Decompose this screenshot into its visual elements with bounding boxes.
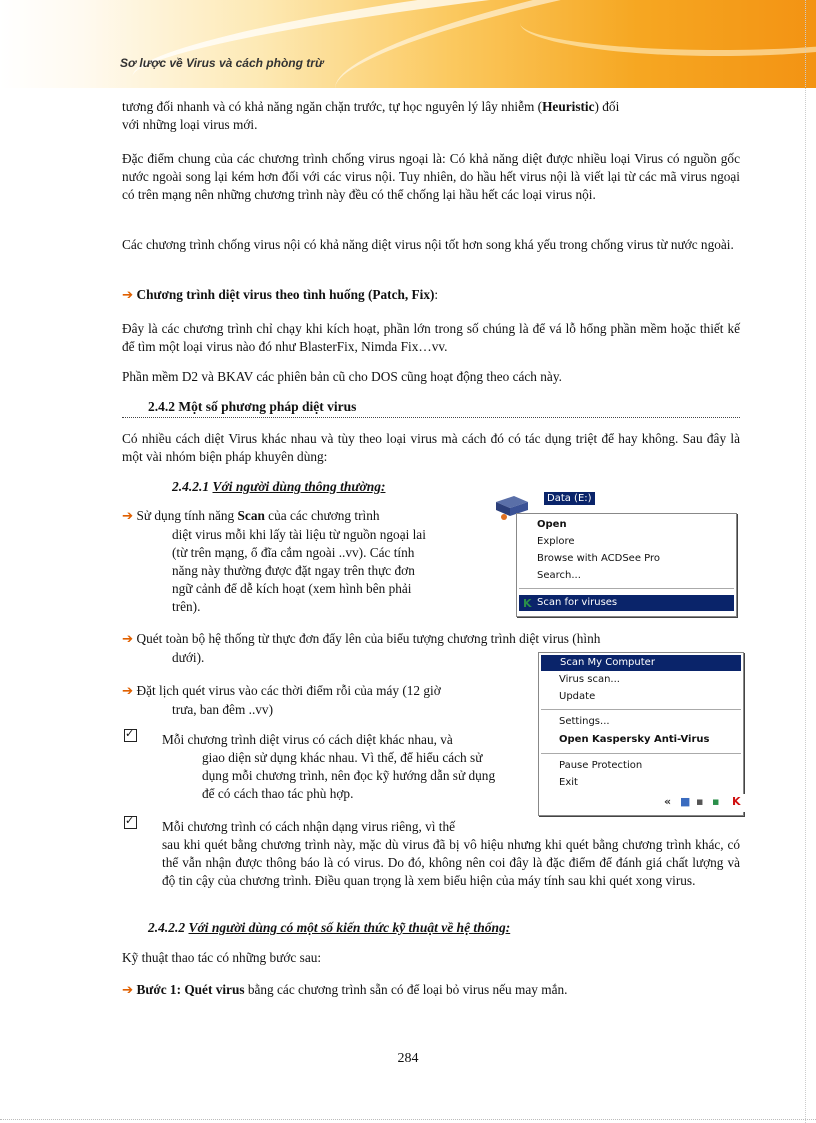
paragraph-d2-bkav: Phần mềm D2 và BKAV các phiên bản cũ cho DOS cũng hoạt động theo cách này. xyxy=(122,369,562,384)
arrow-bullet-icon: ➔ xyxy=(122,684,134,699)
tray-app-icon[interactable]: ▪ xyxy=(712,795,720,808)
note-detection-differs-l1: Mỗi chương trình có cách nhận dạng virus riêng, vì thế xyxy=(162,819,456,834)
bullet-full-scan: ➔ Quét toàn bộ hệ thống từ thực đơn đẩy lên của biểu tượng chương trình diệt virus (hình dưới). xyxy=(122,631,601,665)
menu-item-virus-scan[interactable]: Virus scan... xyxy=(559,674,620,685)
header-banner xyxy=(0,0,816,88)
monitor-icon[interactable]: ▪ xyxy=(696,795,704,808)
menu-item-open-kaspersky[interactable]: Open Kaspersky Anti-Virus xyxy=(559,734,710,745)
kaspersky-icon: K xyxy=(523,597,532,610)
menu-item-explore[interactable]: Explore xyxy=(537,536,575,547)
paragraph-methods-intro: Có nhiều cách diệt Virus khác nhau và tùy theo loại virus mà cách đó có tác dụng triệt để hay không. Sau đây là một vài nhóm biện pháp khuyên dùng: xyxy=(122,431,740,464)
network-icon[interactable]: ■ xyxy=(680,795,691,808)
subheading-2-4-2-1: 2.4.2.1 Với người dùng thông thường: xyxy=(172,479,386,494)
paragraph-domestic-av: Các chương trình chống virus nội có khả năng diệt virus nội tốt hơn song khá yếu trong chống virus từ nước ngoài. xyxy=(122,237,734,252)
page-right-edge xyxy=(805,0,806,1123)
page-bottom-edge xyxy=(0,1119,816,1120)
paragraph-foreign-av: Đặc điểm chung của các chương trình chống virus ngoại là: Có khả năng diệt được nhiều loại Virus có nguồn gốc nước ngoài song lại kém hơn đối với các virus nội. Tuy nhiên, do hầu hết virus nội là viết lại từ các mã virus ngoại có trên mạng nên những chương trình này đều có thể chống lại hầu hết các loại virus nội. xyxy=(122,151,740,202)
menu-item-settings[interactable]: Settings... xyxy=(559,716,610,727)
arrow-bullet-icon: ➔ xyxy=(122,983,134,998)
tray-expand-icon[interactable]: « xyxy=(664,795,672,808)
note-different-interface: Mỗi chương trình diệt virus có cách diệt khác nhau, và giao diện sử dụng khác nhau. Vì thế, để hiểu cách sử dụng mỗi chương trình, nên đọc kỹ hướng dẫn sử dụng để có cách thao tác phù hợp. xyxy=(162,732,496,801)
note-detection-differs: sau khi quét bằng chương trình này, mặc dù virus đã bị vô hiệu nhưng khi quét bằng chương trình khác, có thể vẫn nhận được thông báo là có virus. Do đó, không nên coi đây là đặc điểm để đánh giá chất lượng và độ tin cậy của chương trình. Điều quan trọng là xem biểu hiện của máy tính sau khi quét xong virus. xyxy=(162,837,740,888)
drive-label[interactable]: Data (E:) xyxy=(544,492,595,505)
tray-menu-screenshot xyxy=(538,652,744,816)
menu-item-search[interactable]: Search... xyxy=(537,570,581,581)
subheading-2-4-2-2: 2.4.2.2 Với người dùng có một số kiến thức kỹ thuật về hệ thống: xyxy=(148,920,511,935)
arrow-bullet-icon: ➔ xyxy=(122,288,134,303)
menu-item-scan-my-computer[interactable]: Scan My Computer xyxy=(541,655,741,671)
menu-item-scan-for-viruses[interactable]: K Scan for viruses xyxy=(519,595,734,611)
arrow-bullet-icon: ➔ xyxy=(122,632,134,647)
system-tray xyxy=(662,794,752,812)
menu-item-open[interactable]: Open xyxy=(537,519,567,530)
section-heading-2-4-2: 2.4.2 Một số phương pháp diệt virus xyxy=(148,399,357,414)
paragraph-steps-intro: Kỹ thuật thao tác có những bước sau: xyxy=(122,950,322,965)
kaspersky-tray-icon[interactable]: K xyxy=(732,795,741,808)
bullet-scan-feature: ➔ Sử dụng tính năng Scan của các chương trình diệt virus mỗi khi lấy tài liệu từ nguồn ngoại lai (từ trên mạng, ổ đĩa cắm ngoài ..vv). Các tính năng này thường được đặt ngay trên thực đơn ngữ cảnh để dễ kích hoạt (xem hình bên phải trên). xyxy=(122,508,426,614)
checkbox-icon: ✓ xyxy=(124,816,137,829)
menu-item-pause-protection[interactable]: Pause Protection xyxy=(559,760,643,771)
checkbox-icon: ✓ xyxy=(124,729,137,742)
page-number: 284 xyxy=(397,1051,419,1066)
header-title: Sơ lược về Virus và cách phòng trừ xyxy=(120,56,324,70)
menu-item-update[interactable]: Update xyxy=(559,691,596,702)
context-menu xyxy=(516,513,737,617)
step-1: ➔ Bước 1: Quét virus bằng các chương trình sẵn có để loại bỏ virus nếu may mắn. xyxy=(122,982,568,998)
arrow-bullet-icon: ➔ xyxy=(122,509,134,524)
context-menu-screenshot xyxy=(490,488,740,616)
bullet-patch-fix: ➔ Chương trình diệt virus theo tình huống (Patch, Fix): xyxy=(122,287,439,303)
bullet-schedule-scan: ➔ Đặt lịch quét virus vào các thời điểm rỗi của máy (12 giờ trưa, ban đêm ..vv) xyxy=(122,683,441,717)
menu-item-browse-acdsee[interactable]: Browse with ACDSee Pro xyxy=(537,553,661,564)
paragraph-heuristic: tương đối nhanh và có khả năng ngăn chặn trước, tự học nguyên lý lây nhiễm (Heuristic) đối với những loại virus mới. xyxy=(122,99,620,132)
menu-item-exit[interactable]: Exit xyxy=(559,777,578,788)
section-divider xyxy=(122,417,740,418)
paragraph-patch-desc: Đây là các chương trình chỉ chạy khi kích hoạt, phần lớn trong số chúng là để vá lỗ hổng phần mềm hoặc thiết kế để tìm một loại virus nào đó như BlasterFix, Nimda Fix…vv. xyxy=(122,321,740,354)
